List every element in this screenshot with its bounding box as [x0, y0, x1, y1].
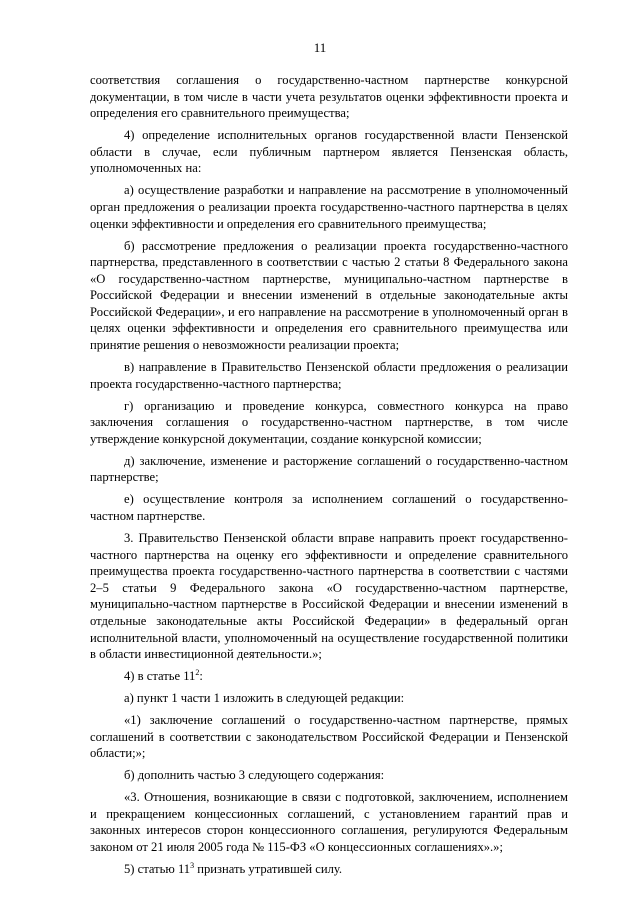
paragraph: соответствия соглашения о государственно-частном партнерстве конкурсной документации, в том числе в части учета результатов оценки эффективности проекта и определения его сравнительного преимущества; — [90, 73, 568, 121]
paragraph-text: 5) статью 11 — [124, 862, 191, 876]
paragraph-text: 4) в статье 11 — [124, 669, 196, 684]
paragraph: «3. Отношения, возникающие в связи с подготовкой, заключением, исполнением и прекращением концессионных соглашений, с установлением гарантий прав и законных интересов сторон концессионного соглашения, регулируются Федеральным законом от 21 июля 2005 года № 115-ФЗ «О концессионных соглашениях».»; — [90, 790, 568, 855]
paragraph: 3. Правительство Пензенской области вправе направить проект государственно-частного партнерства на оценку его эффективности и определение сравнительного преимущества проекта государственно-частного партнерства в соответствии с частями 2–5 статьи 9 Федерального закона «О государственно-частном партнерстве, муниципально-частном партнерстве в Российской Федерации и внесении изменений в отдельные законодательные акты Российской Федерации» в федеральный орган исполнительной власти, уполномоченный на осуществление государственной политики в области инвестиционной деятельности.»; — [90, 530, 568, 662]
paragraph: г) организацию и проведение конкурса, совместного конкурса на право заключения соглашения о государственно-частном партнерстве, в том числе утверждение конкурсной документации, создание конкурсной комиссии; — [90, 398, 568, 446]
document-body — [90, 72, 568, 883]
paragraph-text-after: признать утратившей силу. — [194, 862, 343, 876]
paragraph: а) пункт 1 части 1 изложить в следующей редакции: — [124, 691, 405, 706]
paragraph: 4) определение исполнительных органов государственной власти Пензенской области в случае, если публичным партнером является Пензенская область, уполномоченных на: — [90, 128, 568, 176]
paragraph: б) рассмотрение предложения о реализации проекта государственно-частного партнерства, представленного в соответствии с частью 2 статьи 8 Федерального закона «О государственно-частном партнерстве, муниципально-частном партнерстве в Российской Федерации и внесении изменений в отдельные законодательные акты Российской Федерации», и его направление на рассмотрение в уполномоченный орган в целях оценки эффективности и определения его сравнительного преимущества или принятие решения о невозможности реализации проекта; — [90, 238, 568, 353]
paragraph — [90, 861, 568, 878]
paragraph: е) осуществление контроля за исполнением соглашений о государственно-частном партнерстве. — [90, 492, 568, 523]
superscript: 2 — [195, 667, 200, 677]
paragraph: «1) заключение соглашений о государственно-частном партнерстве, прямых соглашений в соответствии с законодательством Российской Федерации и Пензенской области;»; — [90, 713, 568, 761]
superscript: 3 — [190, 860, 195, 870]
paragraph: д) заключение, изменение и расторжение соглашений о государственно-частном партнерстве; — [90, 453, 568, 485]
paragraph: а) осуществление разработки и направление на рассмотрение в уполномоченный орган предложения о реализации проекта государственно-частного партнерства в целях оценки эффективности и определения его сравнительного преимущества; — [90, 183, 568, 231]
paragraph: в) направление в Правительство Пензенской области предложения о реализации проекта государственно-частного партнерства; — [90, 360, 568, 391]
paragraph: б) дополнить частью 3 следующего содержания: — [124, 768, 385, 783]
paragraph-text-after: : — [199, 669, 203, 684]
page-number: 11 — [313, 40, 327, 55]
paragraph — [90, 668, 568, 685]
